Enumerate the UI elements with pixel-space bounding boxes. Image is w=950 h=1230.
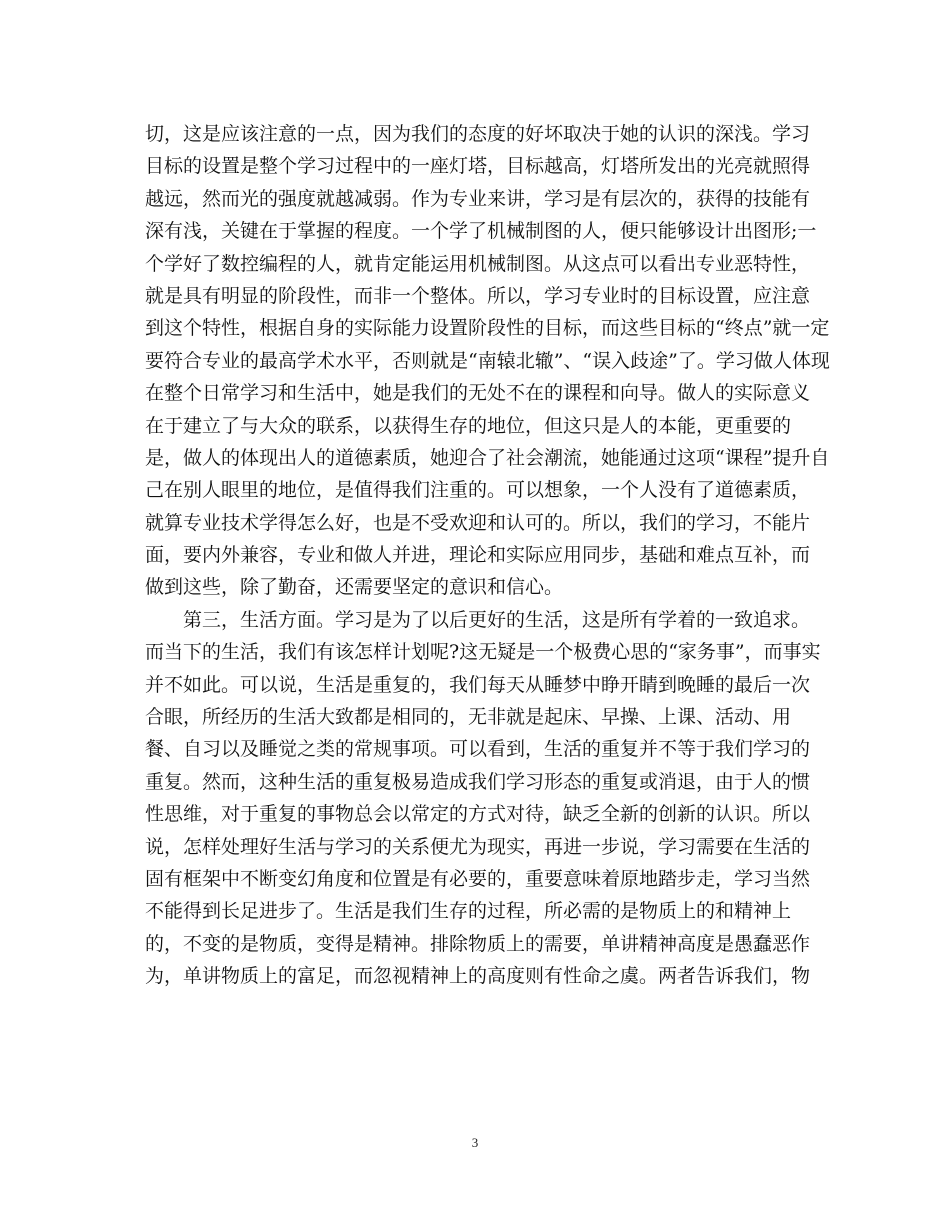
text-line: 做到这些，除了勤奋，还需要坚定的意识和信心。	[145, 576, 564, 599]
text-line: 的，不变的是物质，变得是精神。排除物质上的需要，单讲精神高度是愚蠢恶作	[145, 932, 811, 955]
body-text	[145, 118, 830, 993]
text-line: 切，这是应该注意的一点，因为我们的态度的好坏取决于她的认识的深浅。学习	[145, 123, 811, 145]
text-line: 己在别人眼里的地位，是值得我们注重的。可以想象，一个人没有了道德素质，	[145, 479, 811, 502]
text-line: 是，做人的体现出人的道德素质，她迎合了社会潮流，她能通过这项“课程”提升自	[145, 446, 830, 469]
text-line: 在整个日常学习和生活中，她是我们的无处不在的课程和向导。做人的实际意义	[145, 382, 811, 405]
text-line: 面，要内外兼容，专业和做人并进，理论和实际应用同步，基础和难点互补，而	[145, 544, 811, 567]
text-line: 固有框架中不断变幻角度和位置是有必要的，重要意味着原地踏步走，学习当然	[145, 867, 811, 890]
page-number: 3	[471, 1135, 479, 1150]
text-line: 要符合专业的最高学术水平，否则就是“南辕北辙”、“误入歧途”了。学习做人体现	[145, 349, 830, 372]
text-line: 重复。然而，这种生活的重复极易造成我们学习形态的重复或消退，由于人的惯	[145, 770, 811, 793]
text-line: 就算专业技术学得怎么好，也是不受欢迎和认可的。所以，我们的学习，不能片	[145, 511, 811, 534]
text-line: 为，单讲物质上的富足，而忽视精神上的高度则有性命之虞。两者告诉我们，物	[145, 965, 811, 988]
text-line: 越远，然而光的强度就越减弱。作为专业来讲，学习是有层次的，获得的技能有	[145, 187, 811, 210]
text-line: 不能得到长足进步了。生活是我们生存的过程，所必需的是物质上的和精神上	[145, 900, 792, 923]
text-line: 餐、自习以及睡觉之类的常规事项。可以看到，生活的重复并不等于我们学习的	[145, 738, 811, 761]
text-line: 合眼，所经历的生活大致都是相同的，无非就是起床、早操、上课、活动、用	[145, 706, 792, 729]
text-line: 深有浅，关键在于掌握的程度。一个学了机械制图的人，便只能够设计出图形;一	[145, 220, 817, 243]
text-line: 而当下的生活，我们有该怎样计划呢?这无疑是一个极费心思的“家务事”，而事实	[145, 641, 821, 664]
text-line: 到这个特性，根据自身的实际能力设置阶段性的目标，而这些目标的“终点”就一定	[145, 317, 830, 340]
text-line: 说，怎样处理好生活与学习的关系便尤为现实，再进一步说，学习需要在生活的	[145, 835, 811, 858]
paragraph-start-line: 第三，生活方面。学习是为了以后更好的生活，这是所有学着的一致追求。	[183, 608, 811, 631]
text-line: 就是具有明显的阶段性，而非一个整体。所以，学习专业时的目标设置，应注意	[145, 284, 811, 307]
text-line: 个学好了数控编程的人，就肯定能运用机械制图。从这点可以看出专业恶特性，	[145, 252, 811, 275]
text-line: 性思维，对于重复的事物总会以常定的方式对待，缺乏全新的创新的认识。所以	[145, 803, 811, 826]
text-line: 在于建立了与大众的联系，以获得生存的地位，但这只是人的本能，更重要的	[145, 414, 792, 437]
text-line: 并不如此。可以说，生活是重复的，我们每天从睡梦中睁开睛到晚睡的最后一次	[145, 673, 811, 696]
text-line: 目标的设置是整个学习过程中的一座灯塔，目标越高，灯塔所发出的光亮就照得	[145, 155, 811, 178]
